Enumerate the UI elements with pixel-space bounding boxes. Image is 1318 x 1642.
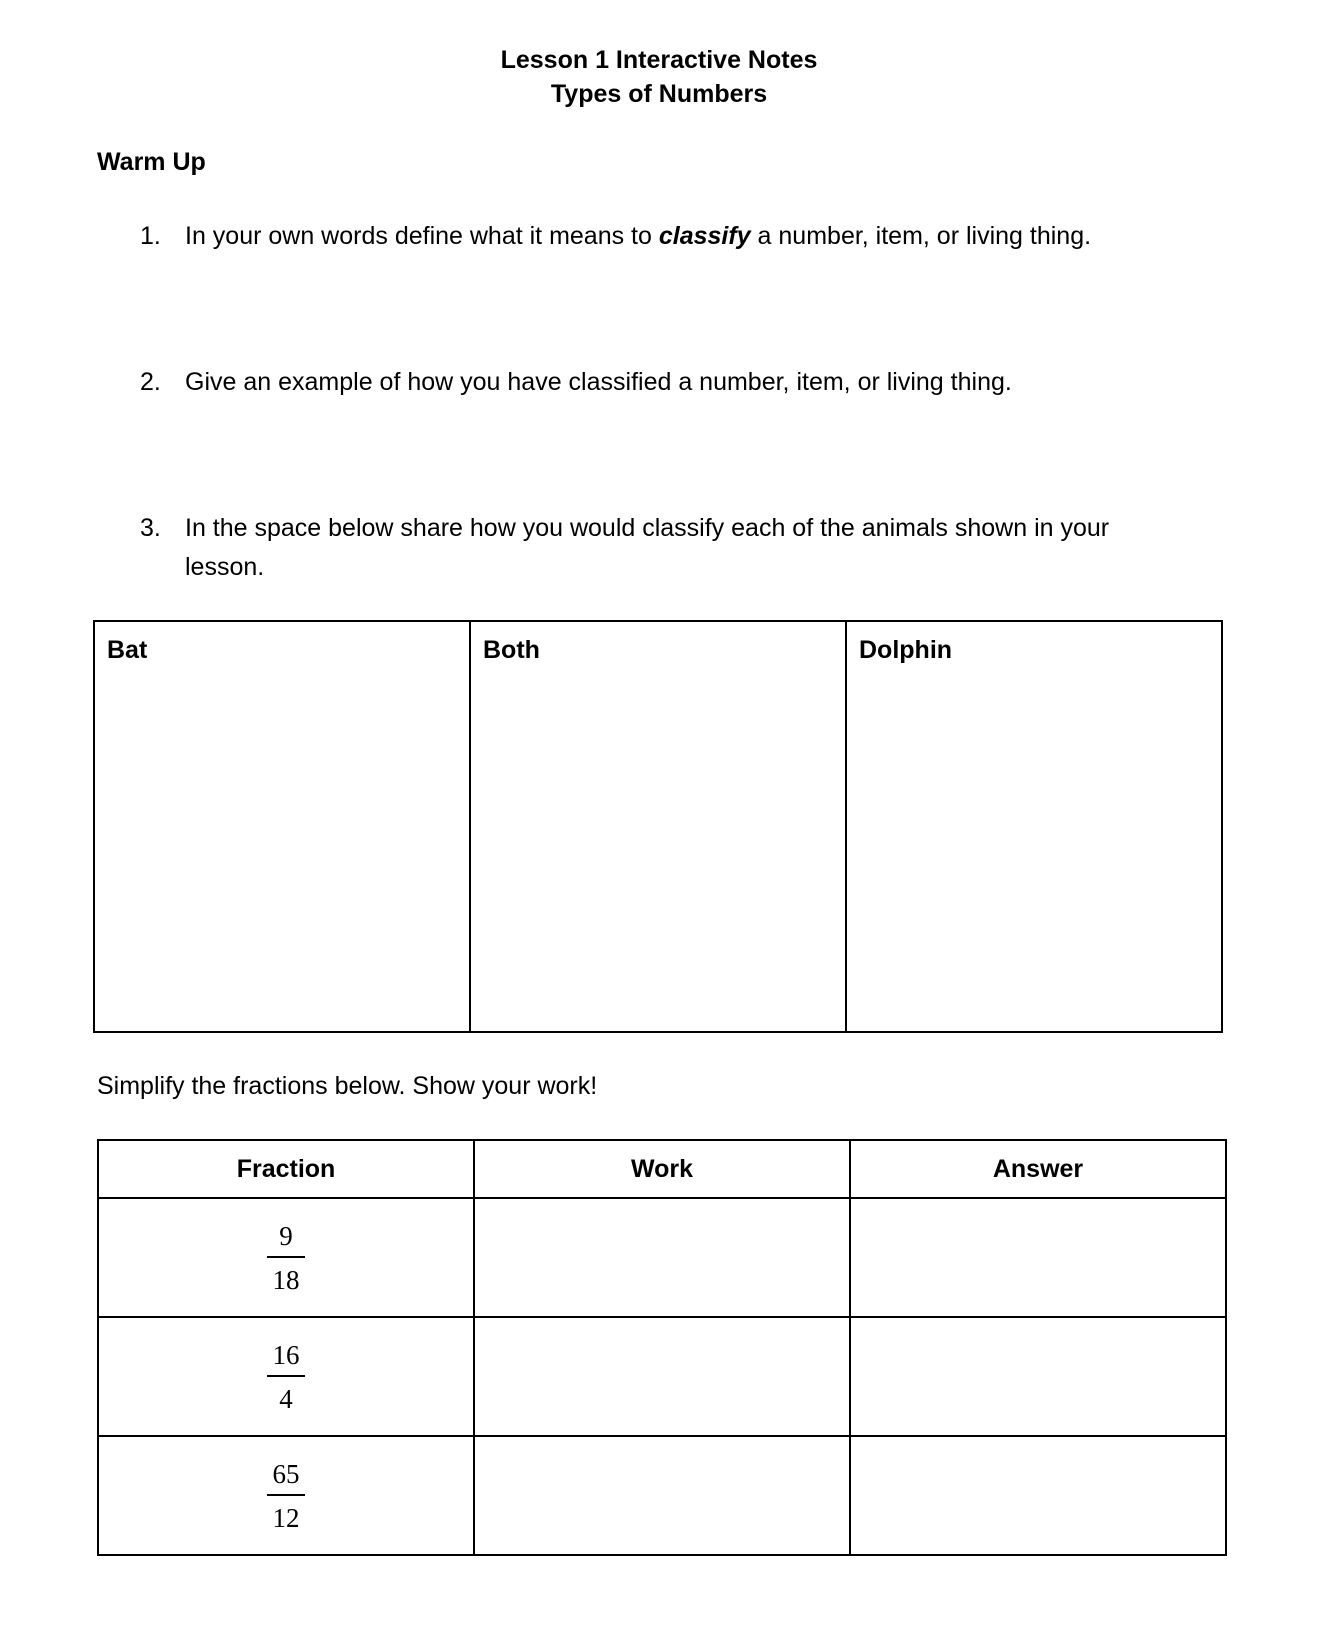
fraction [267, 1458, 305, 1534]
denominator: 4 [279, 1383, 293, 1414]
fraction-table [97, 1139, 1227, 1556]
question-number: 2. [140, 368, 161, 396]
denominator: 18 [272, 1264, 300, 1295]
header-answer: Answer [850, 1140, 1226, 1198]
table-row [98, 1436, 1226, 1555]
column-label: Dolphin [859, 636, 953, 664]
classify-cell-dolphin[interactable] [846, 621, 1222, 1032]
work-cell[interactable] [474, 1436, 850, 1555]
numerator: 16 [272, 1339, 300, 1370]
fractions-instruction: Simplify the fractions below. Show your work! [97, 1072, 598, 1100]
question-text-part: In your own words define what it means to [185, 222, 659, 250]
answer-cell[interactable] [850, 1436, 1226, 1555]
fraction-bar [267, 1494, 305, 1496]
column-label: Both [483, 636, 540, 664]
question-2 [140, 363, 1190, 402]
table-row [98, 1317, 1226, 1436]
fraction [267, 1339, 305, 1415]
classify-table [93, 620, 1223, 1033]
classify-cell-both[interactable] [470, 621, 846, 1032]
question-text-part: a number, item, or living thing. [750, 222, 1092, 250]
answer-cell[interactable] [850, 1317, 1226, 1436]
numerator: 9 [279, 1220, 293, 1251]
question-text [185, 217, 1190, 256]
classify-cell-bat[interactable] [94, 621, 470, 1032]
work-cell[interactable] [474, 1198, 850, 1317]
fraction-cell [98, 1198, 474, 1317]
question-number: 3. [140, 514, 161, 542]
fraction-cell [98, 1317, 474, 1436]
header-work: Work [474, 1140, 850, 1198]
question-3 [140, 509, 1190, 587]
fraction [267, 1220, 305, 1296]
page-title: Lesson 1 Interactive Notes [500, 46, 818, 74]
question-1 [140, 217, 1190, 256]
page-subtitle: Types of Numbers [550, 80, 768, 108]
fraction-table-header [98, 1140, 1226, 1198]
answer-cell[interactable] [850, 1198, 1226, 1317]
table-row [98, 1198, 1226, 1317]
classify-table-row [94, 621, 1222, 1032]
warm-up-heading: Warm Up [97, 148, 206, 176]
denominator: 12 [272, 1502, 300, 1533]
numerator: 65 [272, 1458, 300, 1489]
fraction-bar [267, 1256, 305, 1258]
fraction-cell [98, 1436, 474, 1555]
work-cell[interactable] [474, 1317, 850, 1436]
question-text: In the space below share how you would classify each of the animals shown in your lesson. [185, 514, 1110, 581]
column-label: Bat [107, 636, 148, 664]
emphasis-word: classify [658, 222, 751, 250]
question-number: 1. [140, 222, 161, 250]
question-text: Give an example of how you have classified a number, item, or living thing. [185, 368, 1012, 396]
header-fraction: Fraction [98, 1140, 474, 1198]
fraction-bar [267, 1375, 305, 1377]
